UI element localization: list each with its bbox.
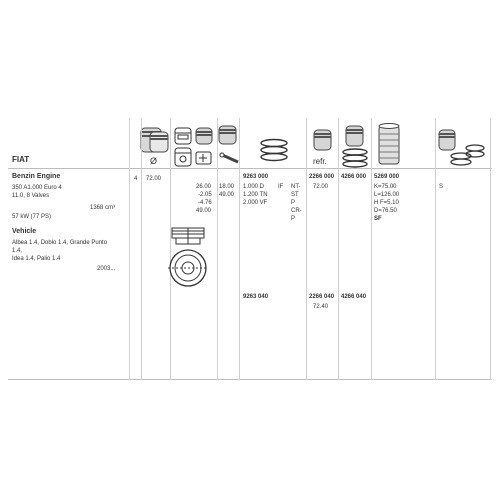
- piston-diameter: 72.00: [313, 184, 329, 190]
- ring-set-code: 9263 000: [243, 174, 269, 180]
- ring-flag: IF: [278, 184, 284, 190]
- bore-diameter: 72.00: [146, 176, 162, 182]
- piston-code: 2266 040: [309, 294, 335, 300]
- engine-capacity: 1368 cm³: [90, 205, 116, 211]
- piston-dim: -4.76: [198, 200, 212, 206]
- ring-set-code: 9263 040: [243, 294, 269, 300]
- col-divider: [338, 118, 339, 380]
- col-divider: [371, 118, 372, 380]
- engine-power: 57 kW (77 PS): [12, 214, 52, 220]
- table-bottom-border: [8, 379, 492, 380]
- vehicle-label: Vehicle: [12, 228, 37, 235]
- pin-dim: 49.00: [219, 192, 235, 198]
- set-flag: S: [439, 184, 444, 190]
- liner-spec: H F=5.10: [374, 200, 399, 206]
- table-grid: [8, 118, 492, 380]
- ring-spec: 1.000 D: [243, 184, 265, 190]
- col-divider: [141, 118, 142, 380]
- ring-spec: 2.000 VF: [243, 200, 268, 206]
- col-divider: [239, 118, 240, 380]
- col-divider: [217, 118, 218, 380]
- cylinder-count: 4: [134, 176, 138, 182]
- col-divider: [129, 118, 130, 380]
- ring-type: NT-: [291, 184, 301, 190]
- ring-type: P: [291, 216, 296, 222]
- ring-type: CR-: [291, 208, 302, 214]
- liner-spec: L=126.00: [374, 192, 400, 198]
- kit-code: 4266 040: [341, 294, 367, 300]
- piston-dim: 49.00: [196, 208, 212, 214]
- col-divider: [306, 118, 307, 380]
- liner-spec: D=76.50: [374, 208, 397, 214]
- engine-spec: 11.0, 8 Valves: [12, 193, 50, 199]
- refr-label: refr.: [313, 157, 327, 166]
- diameter-symbol: Ø: [150, 156, 158, 166]
- liner-code: 5269 000: [374, 174, 400, 180]
- piston-diameter: 72.40: [313, 304, 329, 310]
- vehicle-year: 2003...: [97, 266, 116, 272]
- vehicle-models: Albea 1.4, Doblo 1.4, Grande Punto: [12, 240, 108, 246]
- piston-code: 2266 000: [309, 174, 335, 180]
- brand-name: FIAT: [12, 155, 30, 164]
- header-divider: [8, 168, 492, 169]
- kit-code: 4266 000: [341, 174, 367, 180]
- col-divider: [490, 118, 491, 380]
- ring-type: P: [291, 200, 296, 206]
- vehicle-models: 1.4,: [12, 248, 23, 254]
- vehicle-models: Idea 1.4, Palio 1.4: [12, 256, 61, 262]
- piston-dim: -2.05: [198, 192, 212, 198]
- pin-dim: 18.00: [219, 184, 235, 190]
- piston-drawing: [166, 226, 210, 292]
- liner-spec: K=75.00: [374, 184, 397, 190]
- engine-type: Benzin Engine: [12, 173, 61, 180]
- ring-type: ST: [291, 192, 299, 198]
- piston-dim: 26.00: [196, 184, 212, 190]
- col-divider: [435, 118, 436, 380]
- liner-spec: SF: [374, 216, 382, 222]
- ring-spec: 1.200 TN: [243, 192, 268, 198]
- engine-code: 350 A1.000 Euro 4: [12, 185, 62, 191]
